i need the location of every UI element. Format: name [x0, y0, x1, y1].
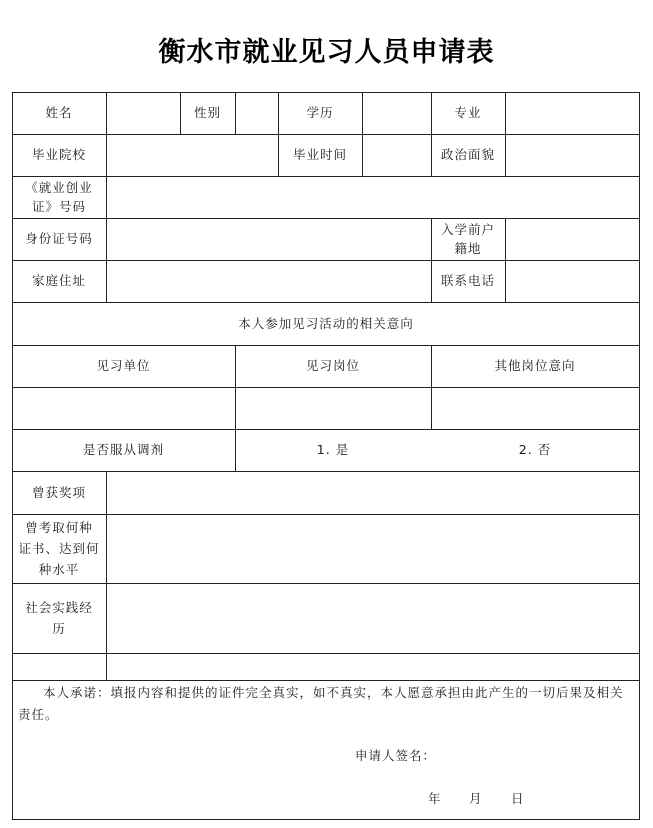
- internship-position-field[interactable]: [235, 387, 431, 429]
- certificates-field[interactable]: [106, 514, 639, 583]
- form-title: 衡水市就业见习人员申请表: [158, 37, 495, 68]
- label-employment-certificate: 《就业创业 证》号码: [25, 180, 93, 214]
- education-field[interactable]: [362, 92, 431, 134]
- label-graduation-time: 毕业时间: [292, 147, 347, 162]
- phone-field[interactable]: [505, 260, 639, 302]
- label-address: 家庭住址: [31, 273, 86, 288]
- label-id-number: 身份证号码: [25, 231, 93, 246]
- graduation-time-field[interactable]: [362, 134, 431, 176]
- header-other-position: 其他岗位意向: [494, 358, 576, 373]
- form-border-bottom: [12, 819, 640, 820]
- major-field[interactable]: [505, 92, 639, 134]
- option-yes[interactable]: 1. 是: [316, 442, 350, 457]
- header-internship-position: 见习岗位: [305, 358, 360, 373]
- awards-field[interactable]: [106, 471, 639, 514]
- row-divider: [12, 680, 640, 681]
- date-day: 日: [511, 791, 525, 806]
- label-political-status: 政治面貌: [440, 147, 495, 162]
- school-field[interactable]: [106, 134, 278, 176]
- address-field[interactable]: [106, 260, 431, 302]
- label-hukou: 入学前户 籍地: [440, 222, 495, 256]
- social-practice-field[interactable]: [106, 583, 639, 653]
- section-intent-heading: 本人参加见习活动的相关意向: [238, 315, 414, 331]
- internship-unit-field[interactable]: [12, 387, 235, 429]
- political-status-field[interactable]: [505, 134, 639, 176]
- date-month: 月: [469, 791, 483, 806]
- label-certificates: 曾考取何种 证书、达到何 种水平: [18, 520, 100, 577]
- label-accept-adjustment: 是否服从调剂: [82, 442, 164, 457]
- label-social-practice: 社会实践经 历: [25, 600, 93, 636]
- option-no[interactable]: 2. 否: [518, 442, 552, 457]
- label-phone: 联系电话: [440, 273, 495, 288]
- label-awards: 曾获奖项: [31, 484, 86, 500]
- label-gender: 性别: [193, 105, 221, 120]
- label-school: 毕业院校: [31, 147, 86, 162]
- id-number-field[interactable]: [106, 218, 431, 260]
- form-border-right: [639, 92, 640, 820]
- label-name: 姓名: [45, 105, 73, 120]
- signature-label: 申请人签名：: [355, 748, 437, 763]
- label-major: 专业: [454, 105, 482, 120]
- gender-field[interactable]: [235, 92, 278, 134]
- header-internship-unit: 见习单位: [96, 358, 151, 373]
- name-field[interactable]: [106, 92, 180, 134]
- pledge-statement: 本人承诺：填报内容和提供的证件完全真实，如不真实，本人愿意承担由此产生的一切后果及相关责任。: [18, 685, 624, 722]
- date-year: 年: [428, 791, 442, 806]
- employment-certificate-field[interactable]: [106, 176, 639, 218]
- hukou-field[interactable]: [505, 218, 639, 260]
- other-position-field[interactable]: [431, 387, 639, 429]
- label-education: 学历: [306, 105, 334, 120]
- application-form: [12, 92, 640, 820]
